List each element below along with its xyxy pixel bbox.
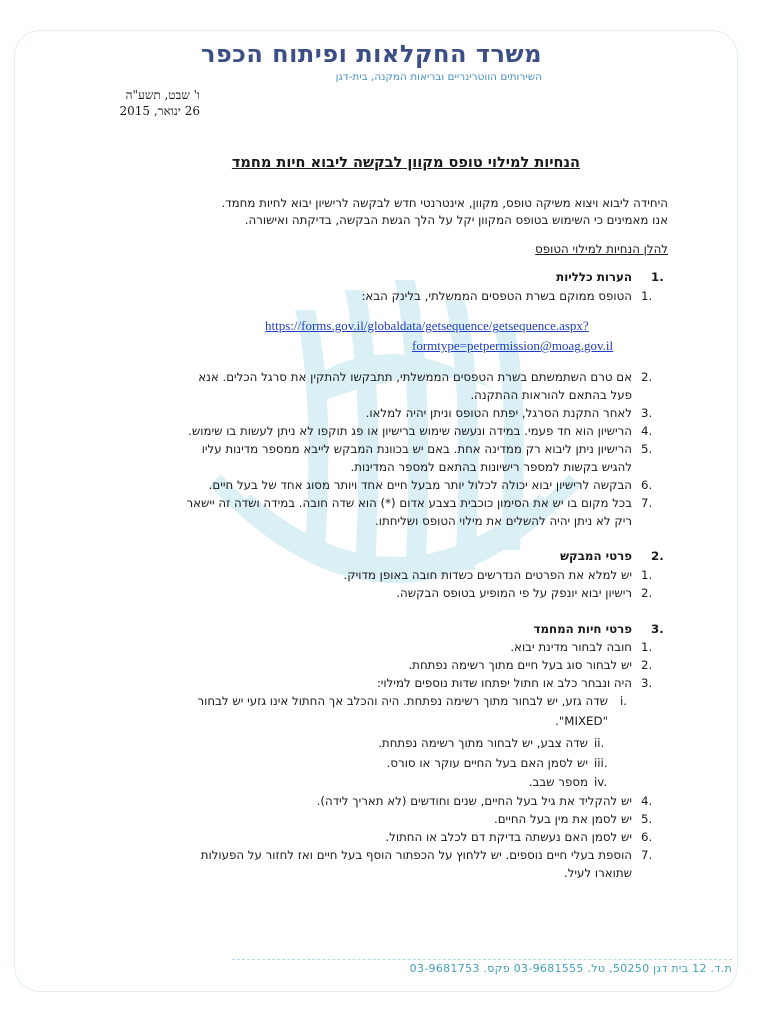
footer-contact: ת.ד. 12 בית דגן 50250, טל. 03-9681555 פקס. 03-9681753: [409, 962, 732, 975]
item-text: יש להקליד את גיל בעל החיים, שנים וחודשים (לא תאריך לידה).: [316, 794, 632, 808]
subitem-number: iii.: [594, 756, 608, 770]
item-text: יש לסמן את מין בעל החיים.: [493, 812, 632, 826]
item-text: הרישיון הוא חד פעמי. במידה ונעשה שימוש ברישיון או פג תוקפו לא ניתן לעשות בו שימוש.: [188, 424, 632, 438]
footer-divider: [232, 959, 732, 960]
item-number: 2.: [641, 370, 653, 384]
item-number: 1.: [641, 289, 653, 303]
subitem-text: שדה גזע, יש לבחור מתוך רשימה נפתחת. היה והכלב אך החתול אינו גזעי יש לבחור: [197, 694, 608, 708]
org-name: משרד החקלאות ופיתוח הכפר: [201, 40, 542, 68]
item-text: יש למלא את הפרטים הנדרשים כשדות חובה באופן מדויק.: [343, 568, 632, 582]
subitem-text: מספר שבב.: [528, 775, 588, 789]
form-link[interactable]: https://forms.gov.il/globaldata/getsequence/getsequence.aspx?: [265, 318, 589, 333]
intro-line-2: אנו מאמינים כי השימוש בטופס המקוון יקל על הלך הגשת הבקשה, בדיקתה ואישורה.: [244, 213, 668, 227]
section-heading-applicant: פרטי המבקש: [560, 549, 632, 563]
item-text-cont: שתוארו לעיל.: [563, 866, 632, 880]
form-link-cont[interactable]: formtype=petpermission@moag.gov.il: [412, 338, 614, 353]
item-text-cont: פעל בהתאם להוראות ההתקנה.: [470, 388, 632, 402]
section-number: 2.: [651, 549, 664, 563]
item-text: הבקשה לרישיון יבוא יכולה לכלול יותר מבעל חיים אחד ויותר מסוג אחד של בעל חיים.: [208, 478, 632, 492]
item-number: 2.: [641, 586, 653, 600]
item-text: אם טרם השתמשתם בשרת הטפסים הממשלתי, תתבקשו להתקין את סרגל הכלים. אנא: [198, 370, 632, 384]
subitem-number: iv.: [594, 775, 608, 789]
item-text: חובה לבחור מדינת יבוא.: [510, 640, 632, 654]
section-heading-pets: פרטי חיות המחמד: [533, 622, 632, 636]
item-number: 7.: [641, 496, 653, 510]
item-text: הרישיון ניתן ליבוא רק ממדינה אחת. באם יש בכוונת המבקש לייבא ממספר מדינות עליו: [201, 442, 632, 456]
item-number: 1.: [641, 568, 653, 582]
section-number: 1.: [651, 270, 664, 284]
item-number: 7.: [641, 848, 653, 862]
item-number: 4.: [641, 794, 653, 808]
section-heading-general: הערות כלליות: [556, 270, 632, 284]
date-hebrew: ו' שבט, תשע"ה: [125, 88, 200, 102]
subitem-number: i.: [620, 694, 628, 708]
document-title: הנחיות למילוי טופס מקוון לבקשה ליבוא חיות מחמד: [231, 155, 580, 171]
subitem-text: יש לסמן האם בעל החיים עוקר או סורס.: [386, 756, 588, 770]
item-text: הטופס ממוקם בשרת הטפסים הממשלתי, בלינק הבא:: [361, 289, 632, 303]
item-text: הוספת בעלי חיים נוספים. יש ללחוץ על הכפתור הוסף בעל חיים ואז לחזור על הפעולות: [200, 848, 632, 862]
org-subtitle: השירותים הווטרינריים ובריאות המקנה, בית-דגן: [335, 71, 542, 83]
date-civil: 26 ינואר, 2015: [119, 104, 200, 118]
item-number: 3.: [641, 676, 653, 690]
item-number: 3.: [641, 406, 653, 420]
item-number: 1.: [641, 640, 653, 654]
item-text: לאחר התקנת הסרגל, יפתח הטופס וניתן יהיה למלאו.: [365, 406, 632, 420]
item-text: יש לסמן האם נעשתה בדיקת דם לכלב או החתול.: [385, 830, 632, 844]
item-text: יש לבחור סוג בעל חיים מתוך רשימה נפתחת.: [408, 658, 632, 672]
instructions-heading: להלן הנחיות למילוי הטופס: [535, 242, 668, 256]
item-number: 5.: [641, 812, 653, 826]
item-text: בכל מקום בו יש את הסימון כוכבית בצבע אדום (*) הוא שדה חובה. במידה ושדה זה יישאר: [186, 496, 632, 510]
item-number: 6.: [641, 478, 653, 492]
intro-line-1: היחידה ליבוא ויצוא משיקה טופס, מקוון, אינטרנטי חדש לבקשה לרישיון יבוא לחיות מחמד.: [221, 196, 668, 210]
item-text-cont: להגיש בקשות למספר רישיונות בהתאם למספר המדינות.: [350, 460, 632, 474]
item-text-cont: ריק לא ניתן יהיה להשלים את מילוי הטופס ושליחתו.: [375, 514, 632, 528]
subitem-text-cont: "MIXED".: [555, 714, 608, 728]
item-number: 5.: [641, 442, 653, 456]
item-number: 6.: [641, 830, 653, 844]
item-text: רישיון יבוא יונפק על פי המופיע בטופס הבקשה.: [396, 586, 632, 600]
item-number: 4.: [641, 424, 653, 438]
subitem-text: שדה צבע, יש לבחור מתוך רשימה נפתחת.: [378, 736, 588, 750]
item-number: 2.: [641, 658, 653, 672]
section-number: 3.: [651, 622, 664, 636]
subitem-number: ii.: [594, 736, 605, 750]
item-text: היה ונבחר כלב או חתול יפתחו שדות נוספים למילוי:: [376, 676, 632, 690]
